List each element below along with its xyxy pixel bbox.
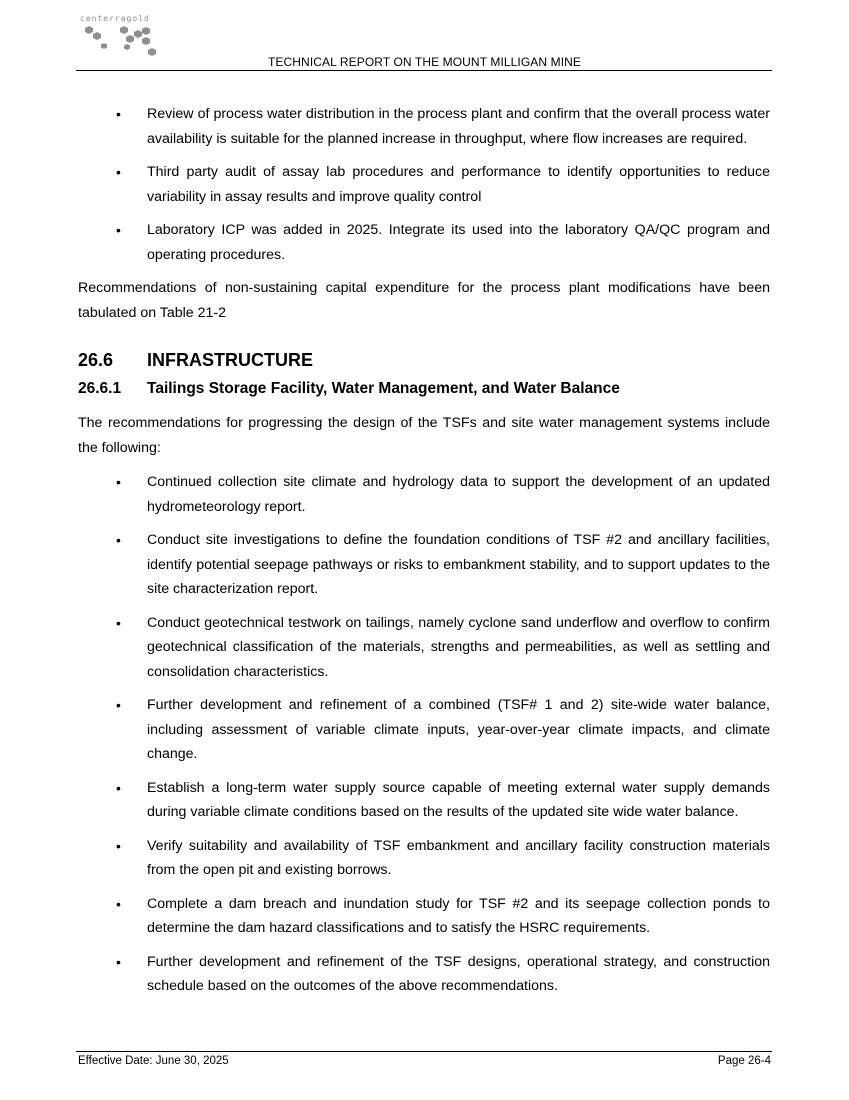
logo-text: centerragold: [80, 14, 150, 23]
footer-page-number: Page 26-4: [717, 1055, 771, 1067]
bullet-icon: •: [116, 106, 121, 122]
bullet-icon: •: [116, 222, 121, 238]
bullet-icon: •: [116, 532, 121, 548]
subsection-title: Tailings Storage Facility, Water Management, and Water Balance: [147, 380, 620, 397]
bullet-icon: •: [116, 474, 121, 490]
list-item-text: Continued collection site climate and hydrology data to support the development of an updated hydrometeorology report.: [147, 474, 770, 515]
document-header-title: TECHNICAL REPORT ON THE MOUNT MILLIGAN MINE: [267, 55, 581, 69]
bullet-icon: •: [116, 895, 121, 912]
list-item-text: Conduct site investigations to define the foundation conditions of TSF #2 and ancillary facilities, identify potential seepage pathways or risks to embankment stability, and to support updates to the site characterization report.: [147, 532, 770, 597]
header-divider: [76, 70, 772, 71]
subsection-intro-paragraph: The recommendations for progressing the design of the TSFs and site water management systems include the following:: [78, 415, 770, 456]
list-item-text: Establish a long-term water supply source capable of meeting external water supply demands during variable climate conditions based on the results of the updated site wide water balance.: [147, 779, 770, 820]
section-title: INFRASTRUCTURE: [147, 350, 313, 370]
list-item-text: Conduct geotechnical testwork on tailings, namely cyclone sand underflow and overflow to confirm geotechnical classification of the materials, strengths and permeabilities, as well as settling and consolidation characteristics.: [147, 614, 770, 680]
list-item: [78, 693, 770, 767]
section-number: 26.6: [78, 350, 114, 370]
list-item: [78, 950, 770, 999]
list-item-text: Third party audit of assay lab procedures and performance to identify opportunities to reduce variability in assay results and improve quality control: [147, 164, 770, 205]
list-item: [78, 611, 770, 685]
list-item: [78, 776, 770, 825]
subsection-number: 26.6.1: [78, 380, 122, 397]
footer-divider: [76, 1051, 772, 1052]
list-item-text: Verify suitability and availability of TSF embankment and ancillary facility construction materials from the open pit and existing borrows.: [147, 837, 770, 878]
list-item: [78, 470, 770, 519]
bullet-icon: •: [116, 953, 121, 970]
list-item: [78, 528, 770, 602]
list-item: [78, 218, 770, 267]
list-item: [78, 102, 770, 151]
intro-bullet-list: [78, 102, 770, 267]
recommendation-paragraph: Recommendations of non-sustaining capital expenditure for the process plant modifications have been tabulated on Table 21-2: [78, 280, 770, 321]
bullet-icon: •: [116, 837, 121, 854]
list-item-text: Complete a dam breach and inundation study for TSF #2 and its seepage collection ponds to determine the dam hazard classifications and to satisfy the HSRC requirements.: [147, 895, 770, 936]
list-item-text: Further development and refinement of a combined (TSF# 1 and 2) site-wide water balance, including assessment of variable climate inputs, year-over-year climate impacts, and climate change.: [147, 697, 770, 762]
bullet-icon: •: [116, 164, 121, 180]
tsf-bullet-list: [78, 470, 770, 999]
bullet-icon: •: [116, 779, 121, 796]
list-item: [78, 834, 770, 883]
bullet-icon: •: [116, 697, 121, 713]
page-content: [78, 102, 770, 1008]
subsection-heading: [78, 377, 770, 401]
section-heading: [78, 347, 770, 373]
bullet-icon: •: [116, 614, 121, 631]
list-item: [78, 160, 770, 209]
list-item: [78, 892, 770, 941]
list-item-text: Laboratory ICP was added in 2025. Integrate its used into the laboratory QA/QC program and operating procedures.: [147, 222, 770, 263]
list-item-text: Review of process water distribution in the process plant and confirm that the overall process water availability is suitable for the planned increase in throughput, where flow increases are required.: [147, 106, 770, 147]
list-item-text: Further development and refinement of the TSF designs, operational strategy, and construction schedule based on the outcomes of the above recommendations.: [147, 953, 770, 994]
footer-effective-date: Effective Date: June 30, 2025: [78, 1055, 229, 1067]
